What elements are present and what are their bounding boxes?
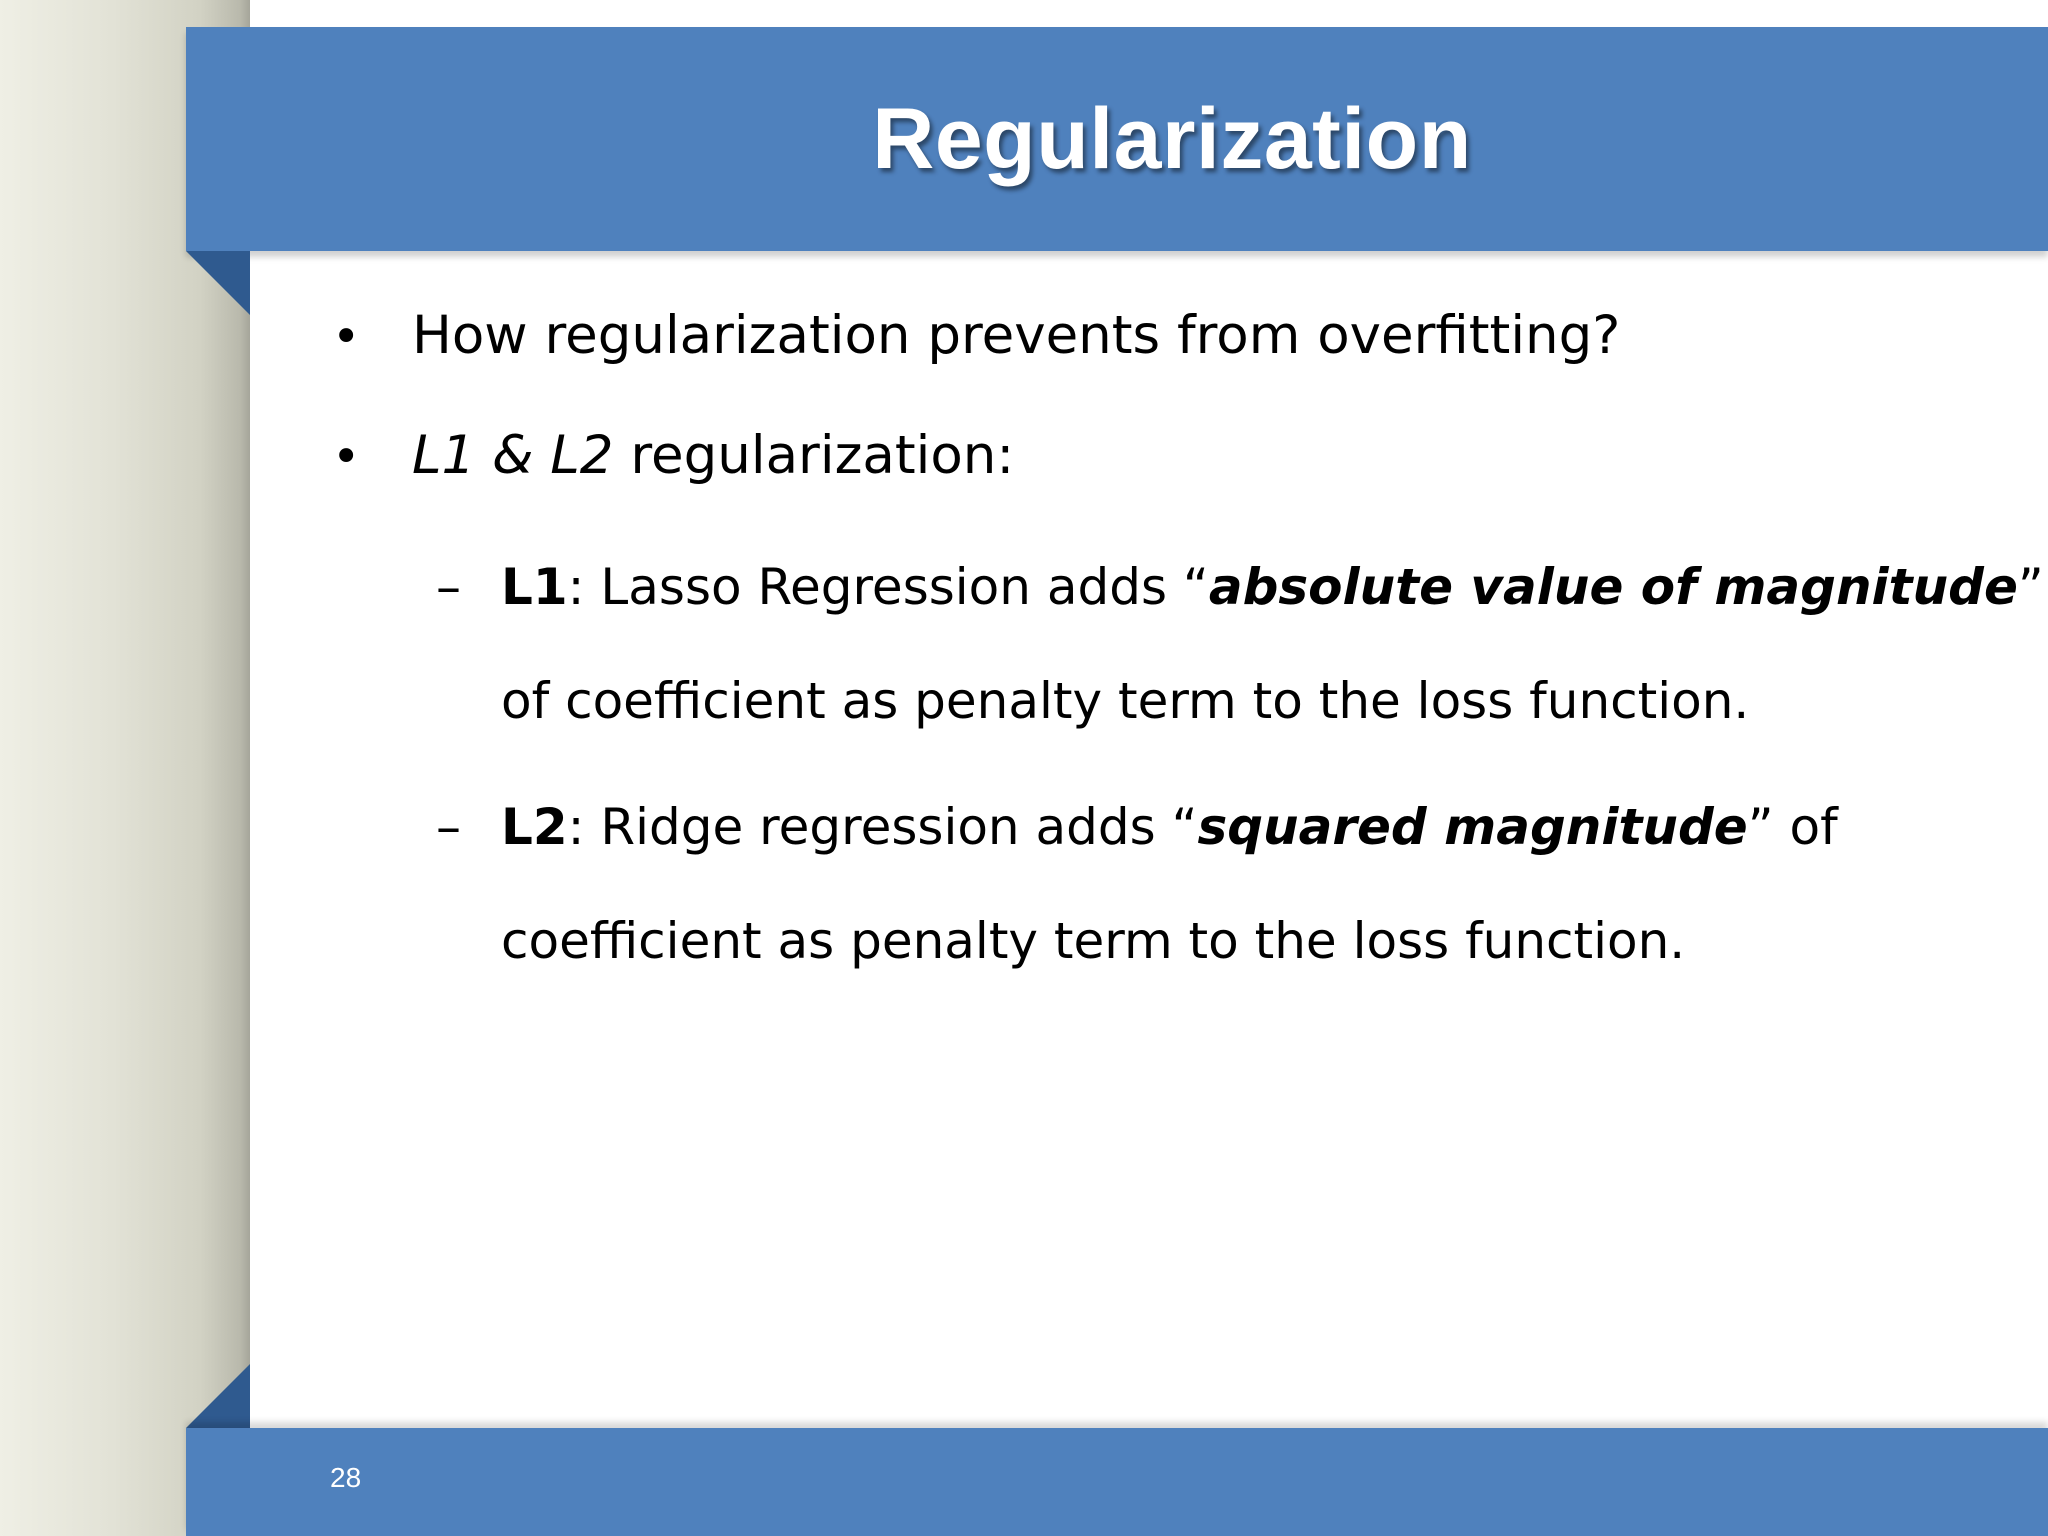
sub-bullet-l1-line2: of coefficient as penalty term to the loss function.: [501, 672, 1750, 730]
sub-bullet-marker: –: [436, 798, 461, 856]
sub-bullet-text: : Lasso Regression adds “: [567, 558, 1209, 616]
bullet-text-l1-l2: [412, 425, 1015, 486]
emphasis-text: absolute value of magnitude: [1208, 558, 2018, 616]
sub-bullet-text: ”: [2017, 558, 2044, 616]
bullet-marker: •: [332, 309, 361, 365]
sub-bullet-text: ” of: [1747, 798, 1838, 856]
slide-title: Regularization: [872, 90, 1472, 187]
bullet-text-overfitting: [412, 305, 1621, 366]
bullet-marker: •: [332, 429, 361, 485]
sub-bullet-label: L1: [501, 558, 568, 616]
sub-bullet-l2-line2: coefficient as penalty term to the loss function.: [501, 912, 1686, 970]
sub-bullet-l2-line1: [501, 798, 1838, 856]
footer-fold-decoration: [186, 1364, 250, 1428]
italic-term: L1 & L2: [412, 425, 614, 486]
sub-bullet-label: L2: [501, 798, 568, 856]
page-number: 28: [330, 1462, 362, 1493]
bullet-text: regularization:: [613, 425, 1015, 486]
bullet-text: How regularization prevents from overfitting?: [412, 305, 1621, 366]
sub-bullet-text: : Ridge regression adds “: [567, 798, 1198, 856]
sub-bullet-marker: –: [436, 558, 461, 616]
footer-band: [186, 1428, 2048, 1536]
sub-bullet-l1-line1: [501, 558, 2044, 616]
emphasis-text: squared magnitude: [1197, 798, 1748, 856]
